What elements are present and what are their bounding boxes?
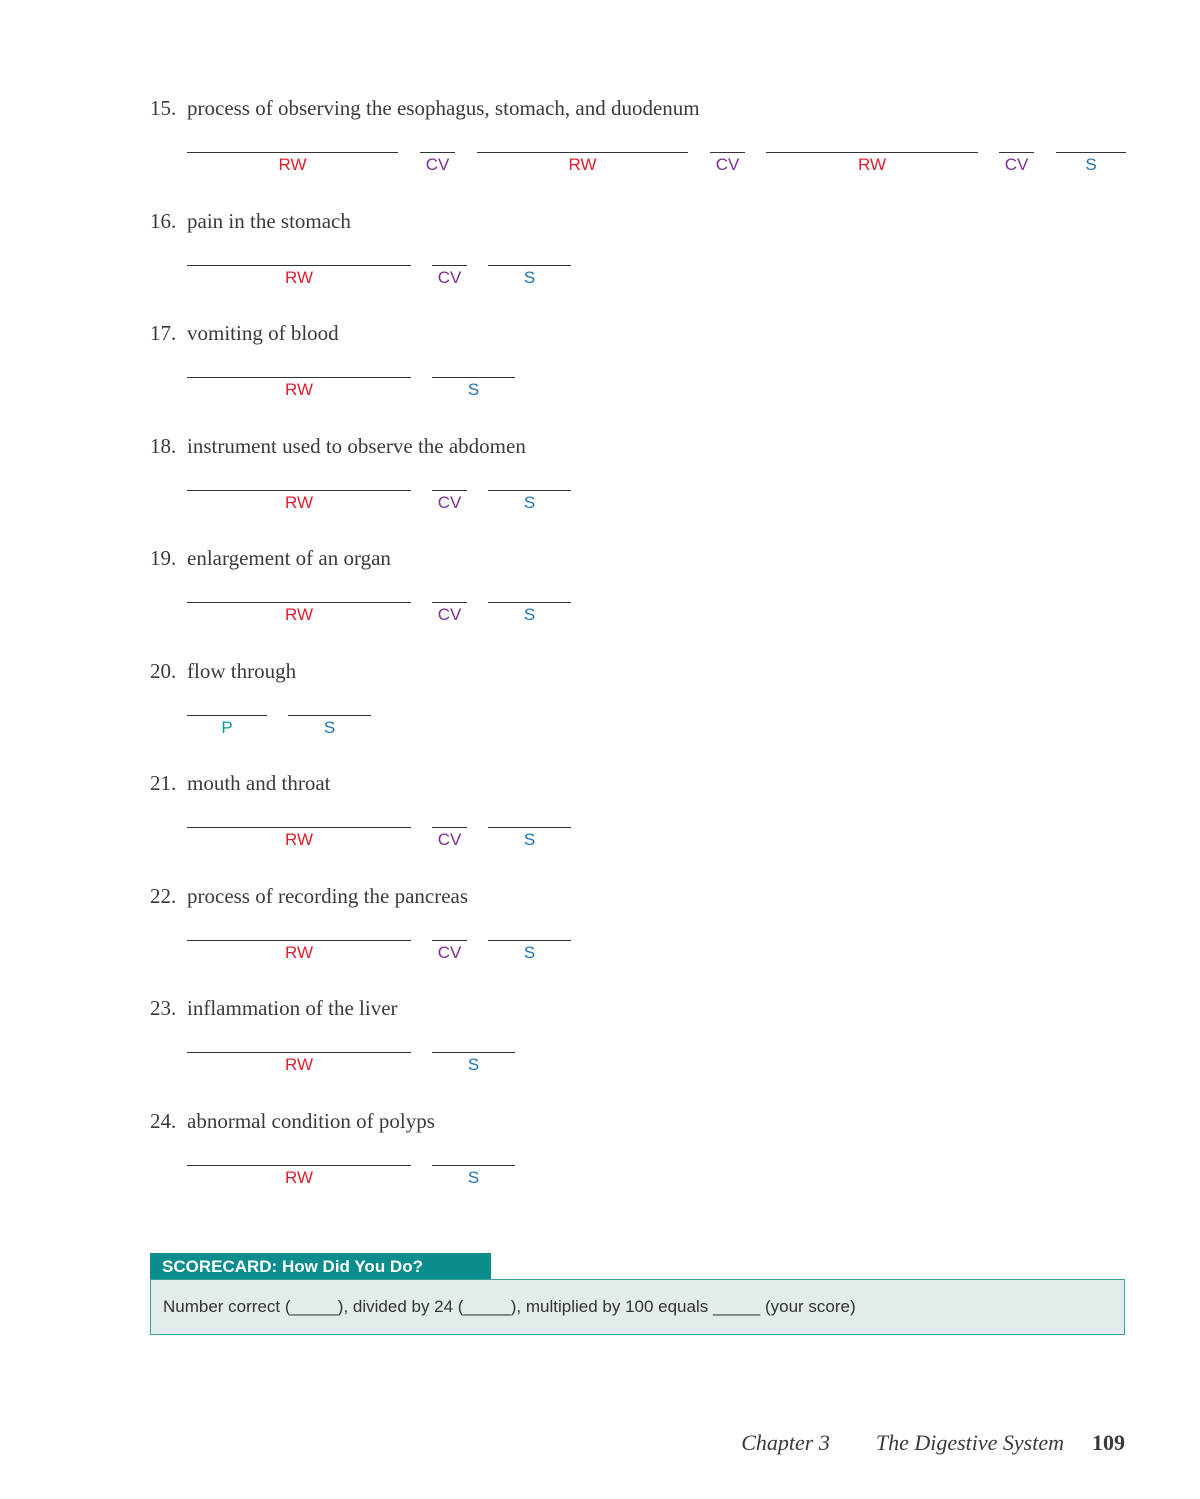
blank-label: S [1085, 155, 1097, 174]
blank-label: S [523, 605, 536, 624]
answer-blank-rw[interactable] [766, 152, 978, 189]
answer-blank-s[interactable] [488, 490, 571, 527]
answer-blank-cv[interactable] [432, 602, 467, 639]
answer-blank-rw[interactable] [187, 377, 411, 414]
blank-label: CV [715, 155, 740, 174]
blank-label: RW [278, 155, 307, 174]
question-number: 23. [150, 996, 177, 1020]
question-number: 24. [150, 1108, 177, 1133]
answer-blank-cv[interactable] [432, 265, 467, 302]
answer-blanks [150, 490, 1150, 526]
question-number: 15. [150, 96, 177, 120]
question-text: pain in the stomach [187, 208, 351, 233]
answer-blank-cv[interactable] [432, 490, 467, 527]
answer-blank-s[interactable] [432, 377, 515, 414]
question-text: enlargement of an organ [187, 546, 391, 570]
question-prompt [150, 434, 526, 459]
question-prompt [150, 321, 339, 346]
question-prompt [150, 996, 398, 1021]
question-number: 17. [150, 321, 177, 345]
answer-blanks [150, 1165, 1150, 1201]
blank-label: RW [857, 155, 886, 174]
answer-blank-s[interactable] [488, 827, 571, 864]
blank-label: CV [437, 267, 462, 287]
blank-label: RW [284, 605, 313, 624]
blank-label: CV [437, 830, 462, 849]
question-prompt [150, 884, 468, 909]
answer-blank-cv[interactable] [999, 152, 1034, 189]
question-prompt [150, 1109, 435, 1134]
question-prompt [150, 771, 330, 796]
answer-blanks [150, 715, 1150, 751]
answer-blank-rw[interactable] [187, 1165, 411, 1202]
answer-blank-s[interactable] [488, 602, 571, 639]
chapter-label: Chapter 3 [741, 1430, 830, 1455]
question-text: mouth and throat [187, 771, 331, 795]
question-number: 22. [150, 883, 177, 908]
answer-blank-rw[interactable] [187, 940, 411, 977]
question-text: process of observing the esophagus, stomach, and duodenum [187, 96, 700, 120]
blank-label: RW [284, 267, 313, 287]
blank-label: P [221, 717, 233, 737]
answer-blank-rw[interactable] [187, 827, 411, 864]
question-prompt [150, 96, 700, 121]
question-text: process of recording the pancreas [187, 883, 469, 908]
answer-blank-rw[interactable] [187, 152, 398, 189]
chapter-title: The Digestive System [875, 1430, 1064, 1455]
answer-blank-rw[interactable] [187, 265, 411, 302]
answer-blank-rw[interactable] [187, 1052, 411, 1089]
answer-blank-rw[interactable] [187, 602, 411, 639]
question-number: 18. [150, 433, 177, 458]
question-text: instrument used to observe the abdomen [187, 433, 526, 458]
answer-blank-s[interactable] [432, 1165, 515, 1202]
answer-blank-cv[interactable] [432, 827, 467, 864]
blank-label: CV [425, 155, 450, 174]
answer-blanks [150, 940, 1150, 976]
answer-blank-cv[interactable] [432, 940, 467, 977]
answer-blank-s[interactable] [488, 940, 571, 977]
answer-blanks [150, 152, 1150, 188]
question-text: abnormal condition of polyps [187, 1108, 435, 1133]
blank-label: RW [568, 155, 597, 174]
blank-label: S [523, 267, 536, 287]
blank-label: S [323, 717, 336, 737]
blank-label: S [523, 942, 536, 962]
answer-blank-rw[interactable] [477, 152, 688, 189]
answer-blank-s[interactable] [488, 265, 571, 302]
question-number: 16. [150, 208, 177, 233]
question-text: vomiting of blood [187, 321, 339, 345]
answer-blanks [150, 1052, 1150, 1088]
page-footer [741, 1430, 1125, 1456]
blank-label: CV [437, 605, 462, 624]
answer-blanks [150, 265, 1150, 301]
page-number: 109 [1092, 1430, 1125, 1455]
question-prompt [150, 659, 296, 684]
blank-label: RW [284, 1055, 313, 1074]
question-number: 21. [150, 771, 177, 795]
question-text: inflammation of the liver [187, 996, 398, 1020]
scorecard-title: SCORECARD: How Did You Do? [150, 1253, 491, 1279]
blank-label: S [467, 1055, 480, 1074]
blank-label: CV [1004, 155, 1029, 174]
question-prompt [150, 209, 351, 234]
blank-label: S [523, 492, 536, 512]
blank-label: CV [437, 492, 462, 512]
answer-blanks [150, 377, 1150, 413]
question-prompt [150, 546, 391, 571]
answer-blank-s[interactable] [432, 1052, 515, 1089]
blank-label: RW [284, 492, 313, 512]
blank-label: CV [437, 942, 462, 962]
answer-blank-s[interactable] [1056, 152, 1126, 189]
answer-blank-cv[interactable] [710, 152, 745, 189]
answer-blank-cv[interactable] [420, 152, 455, 189]
question-text: flow through [187, 658, 297, 683]
blank-label: S [467, 1167, 480, 1187]
answer-blanks [150, 827, 1150, 863]
answer-blank-rw[interactable] [187, 490, 411, 527]
blank-label: RW [284, 380, 313, 399]
question-number: 20. [150, 658, 177, 683]
blank-label: RW [284, 942, 313, 962]
blank-label: S [467, 380, 480, 399]
answer-blanks [150, 602, 1150, 638]
question-number: 19. [150, 546, 177, 570]
blank-label: S [523, 830, 536, 849]
answer-blank-s[interactable] [288, 715, 371, 752]
answer-blank-p[interactable] [187, 715, 267, 752]
scorecard-box: Number correct (_____), divided by 24 (_____), multiplied by 100 equals _____ (your score) [150, 1279, 1125, 1335]
blank-label: RW [284, 830, 313, 849]
blank-label: RW [284, 1167, 313, 1187]
